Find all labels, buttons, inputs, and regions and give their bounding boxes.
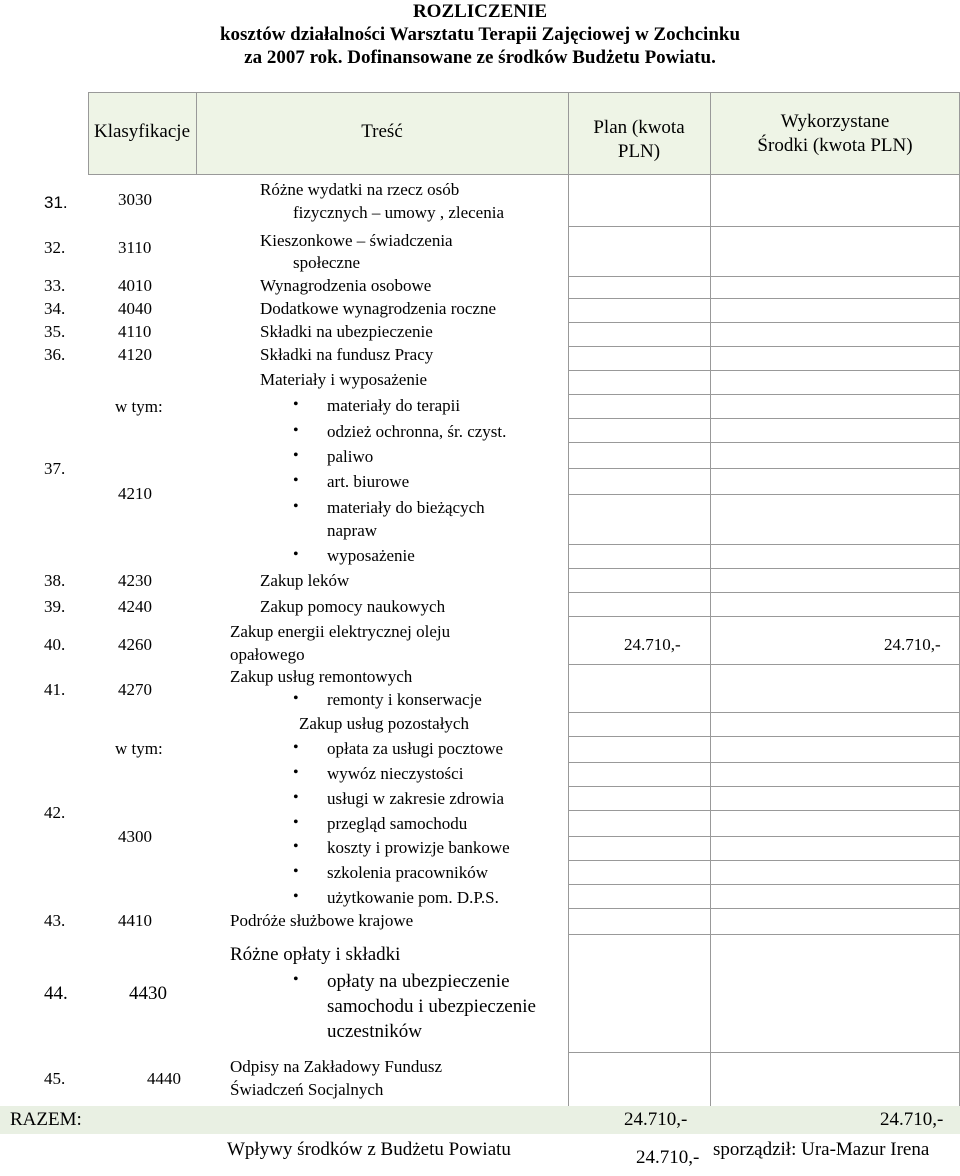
list-item: • paliwo <box>327 447 373 467</box>
title-line-3: za 2007 rok. Dofinansowane ze środków Budżetu Powiatu. <box>244 47 716 68</box>
footer-sporzadzil: sporządził: Ura-Mazur Irena <box>713 1139 930 1160</box>
row-text-cont: Świadczeń Socjalnych <box>230 1080 384 1099</box>
list-item: • szkolenia pracowników <box>327 863 488 883</box>
column-header-plan: Plan (kwota PLN) <box>593 117 685 162</box>
row-code: 3030 <box>118 190 152 209</box>
total-row-background <box>0 1106 960 1134</box>
footer-wplywy: Wpływy środków z Budżetu Powiatu <box>227 1139 511 1160</box>
row-text: Składki na ubezpieczenie <box>260 322 433 341</box>
list-item: • opłaty na ubezpieczenie <box>327 971 510 993</box>
column-header-klasyfikacje: Klasyfikacje <box>93 121 190 142</box>
row-code: 4410 <box>118 911 152 930</box>
row-text: Zakup pomocy naukowych <box>260 597 446 616</box>
total-used: 24.710,- <box>880 1109 944 1130</box>
row-code: 4240 <box>118 597 152 616</box>
row-text-cont: opałowego <box>230 645 305 664</box>
list-item: • materiały do terapii <box>327 396 460 416</box>
list-item: • wywóz nieczystości <box>327 764 463 784</box>
row-code: 4120 <box>118 345 152 364</box>
column-header-tresc: Treść <box>361 121 403 142</box>
list-item: • usługi w zakresie zdrowia <box>327 789 504 809</box>
total-plan: 24.710,- <box>624 1109 688 1130</box>
list-item: • opłata za usługi pocztowe <box>327 739 503 759</box>
column-header-wykorzystane: Wykorzystane Środki (kwota PLN) <box>757 111 913 156</box>
row-code: 4300 <box>118 827 152 846</box>
list-item-cont: uczestników <box>327 1021 422 1042</box>
row-number: 34. <box>44 299 66 318</box>
row-text: Podróże służbowe krajowe <box>230 911 414 930</box>
row-number: 38. <box>44 571 66 590</box>
row-text: Zakup leków <box>260 571 350 590</box>
plan-amount: 24.710,- <box>624 635 681 654</box>
list-item: • przegląd samochodu <box>327 814 467 834</box>
row-text: Kieszonkowe – świadczenia <box>260 231 453 250</box>
list-item: • koszty i prowizje bankowe <box>327 838 510 858</box>
row-code: 4110 <box>118 322 152 341</box>
list-item-cont: samochodu i ubezpieczenie <box>327 996 536 1017</box>
footer-amount: 24.710,- <box>636 1147 700 1168</box>
row-code: 4430 <box>129 983 167 1004</box>
row-code: 4440 <box>147 1069 181 1088</box>
list-item: • remonty i konserwacje <box>327 690 482 710</box>
row-text: Różne opłaty i składki <box>230 944 401 965</box>
list-item: • art. biurowe <box>327 472 409 492</box>
row-code: 4040 <box>118 299 152 318</box>
row-text: Zakup usług remontowych <box>230 667 413 686</box>
row-number: 31. <box>44 193 68 212</box>
row-number: 39. <box>44 597 66 616</box>
row-code: 4210 <box>118 484 152 503</box>
document-title <box>0 0 960 69</box>
row-text: Dodatkowe wynagrodzenia roczne <box>260 299 497 318</box>
row-text: Materiały i wyposażenie <box>260 370 428 389</box>
row-number: 36. <box>44 345 66 364</box>
title-line-2: kosztów działalności Warsztatu Terapii Zajęciowej w Zochcinku <box>219 24 741 45</box>
row-number: 35. <box>44 322 66 341</box>
row-wtym: w tym: <box>115 739 163 758</box>
row-text-cont: społeczne <box>293 253 361 272</box>
list-item: • wyposażenie <box>327 546 415 566</box>
row-code: 4270 <box>118 680 152 699</box>
list-item: • materiały do bieżących <box>327 498 485 518</box>
row-code: 4230 <box>118 571 152 590</box>
row-text: Zakup energii elektrycznej oleju <box>230 622 451 641</box>
row-number: 33. <box>44 276 66 295</box>
row-text: Składki na fundusz Pracy <box>260 345 434 364</box>
row-text: Zakup usług pozostałych <box>299 714 469 733</box>
used-amount: 24.710,- <box>884 635 941 654</box>
row-text: Odpisy na Zakładowy Fundusz <box>230 1057 443 1076</box>
row-code: 4260 <box>118 635 152 654</box>
row-number: 43. <box>44 911 66 930</box>
row-number: 37. <box>44 459 66 478</box>
row-number: 32. <box>44 238 66 257</box>
list-item: • użytkowanie pom. D.P.S. <box>327 888 499 908</box>
row-number: 45. <box>44 1069 66 1088</box>
row-number: 41. <box>44 680 66 699</box>
row-number: 40. <box>44 635 66 654</box>
row-number: 42. <box>44 803 66 822</box>
row-code: 4010 <box>118 276 152 295</box>
list-item: • odzież ochronna, śr. czyst. <box>327 422 506 442</box>
row-text-cont: fizycznych – umowy , zlecenia <box>293 203 504 222</box>
row-number: 44. <box>44 983 68 1004</box>
row-wtym: w tym: <box>115 397 163 416</box>
total-label: RAZEM: <box>10 1109 82 1130</box>
row-code: 3110 <box>118 238 152 257</box>
row-text: Wynagrodzenia osobowe <box>260 276 432 295</box>
title-line-1: ROZLICZENIE <box>412 1 548 22</box>
list-item-cont: napraw <box>327 521 378 540</box>
row-text: Różne wydatki na rzecz osób <box>260 180 460 199</box>
